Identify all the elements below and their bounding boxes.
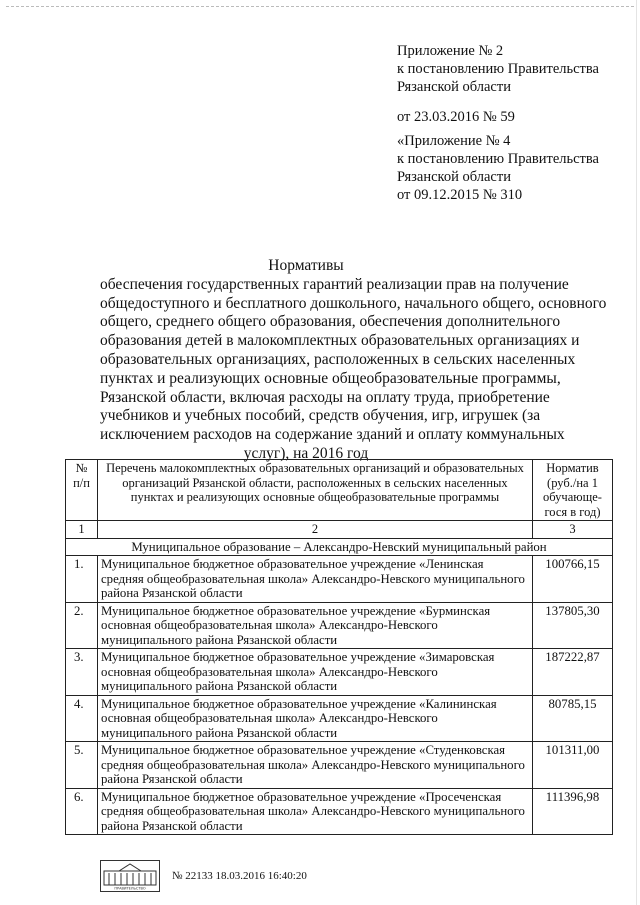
title-line: общего, среднего общего образования, обеспечения дополнительного (100, 313, 561, 331)
row-organization: Муниципальное бюджетное образовательное учреждение «Просеченская средняя общеобразовательная школа» Александро-Невского муниципального района Рязанской области (98, 788, 533, 835)
column-number: 1 (66, 521, 98, 539)
title-line: Рязанской области, включая расходы на оплату труда, приобретение (100, 388, 550, 406)
row-number: 2. (66, 602, 98, 649)
appendix-line: от 09.12.2015 № 310 (397, 187, 523, 203)
column-numbers-row (66, 521, 613, 539)
document-title (100, 257, 607, 464)
table-row (66, 556, 613, 603)
header-number: № п/п (66, 460, 98, 521)
district-name: Муниципальное образование – Александро-Невский муниципальный район (66, 538, 613, 556)
title-line: услуг), на 2016 год (243, 444, 369, 462)
table-row (66, 649, 613, 696)
appendix-line: от 23.03.2016 № 59 (397, 109, 515, 125)
building-emblem-icon (101, 861, 159, 891)
row-norm-value: 111396,98 (533, 788, 613, 835)
row-norm-value: 80785,15 (533, 695, 613, 742)
appendix-previous (397, 132, 599, 204)
title-heading: Нормативы (268, 257, 344, 274)
table-row (66, 602, 613, 649)
norms-table (65, 459, 613, 835)
row-number: 1. (66, 556, 98, 603)
document-reference: № 22133 18.03.2016 16:40:20 (172, 870, 307, 882)
header-norm: Норматив (руб./на 1 обучающе-гося в год) (533, 460, 613, 521)
title-line: учебников и учебных пособий, средств обучения, игр, игрушек (за (100, 407, 541, 425)
government-stamp (100, 860, 160, 892)
title-line: общедоступного и бесплатного дошкольного, начального общего, основного (100, 294, 607, 312)
appendix-line: Рязанской области (397, 169, 511, 185)
row-norm-value: 101311,00 (533, 742, 613, 789)
title-line: образования детей в малокомплектных образовательных организациях и (100, 332, 580, 350)
row-organization: Муниципальное бюджетное образовательное учреждение «Ленинская средняя общеобразовательная школа» Александро-Невского муниципального района Рязанской области (98, 556, 533, 603)
appendix-line: к постановлению Правительства (397, 61, 599, 77)
stamp-text: ПРАВИТЕЛЬСТВО (114, 886, 146, 891)
table-row (66, 742, 613, 789)
row-number: 3. (66, 649, 98, 696)
appendix-current (397, 42, 599, 126)
table-header-row (66, 460, 613, 521)
row-organization: Муниципальное бюджетное образовательное учреждение «Калининская основная общеобразовательная школа» Александро-Невского муниципального района Рязанской области (98, 695, 533, 742)
table-row (66, 788, 613, 835)
column-number: 2 (98, 521, 533, 539)
row-norm-value: 137805,30 (533, 602, 613, 649)
title-line: образовательных организациях, расположенных в сельских населенных (100, 350, 576, 368)
title-line: пунктах и реализующих основные общеобразовательные программы, (100, 369, 561, 387)
row-organization: Муниципальное бюджетное образовательное учреждение «Студенковская средняя общеобразовательная школа» Александро-Невского муниципального района Рязанской области (98, 742, 533, 789)
title-line: исключением расходов на содержание зданий и оплату коммунальных (100, 426, 565, 444)
row-norm-value: 100766,15 (533, 556, 613, 603)
appendix-line: Приложение № 2 (397, 43, 504, 59)
scan-top-border (6, 6, 634, 7)
row-number: 6. (66, 788, 98, 835)
title-line: обеспечения государственных гарантий реализации прав на получение (100, 275, 569, 293)
appendix-line: Рязанской области (397, 79, 511, 95)
row-number: 4. (66, 695, 98, 742)
scan-right-edge (636, 0, 637, 905)
row-number: 5. (66, 742, 98, 789)
district-row (66, 538, 613, 556)
header-organizations: Перечень малокомплектных образовательных организаций и образовательных организаций Рязанской области, расположенных в сельских населенных пунктах и реализующих основные общеобразовательные программы (98, 460, 533, 521)
table-row (66, 695, 613, 742)
row-organization: Муниципальное бюджетное образовательное учреждение «Зимаровская основная общеобразовательная школа» Александро-Невского муниципального района Рязанской области (98, 649, 533, 696)
row-norm-value: 187222,87 (533, 649, 613, 696)
document-footer (100, 860, 307, 892)
column-number: 3 (533, 521, 613, 539)
appendix-line: «Приложение № 4 (397, 133, 511, 149)
row-organization: Муниципальное бюджетное образовательное учреждение «Бурминская основная общеобразовательная школа» Александро-Невского муниципального района Рязанской области (98, 602, 533, 649)
appendix-line: к постановлению Правительства (397, 151, 599, 167)
